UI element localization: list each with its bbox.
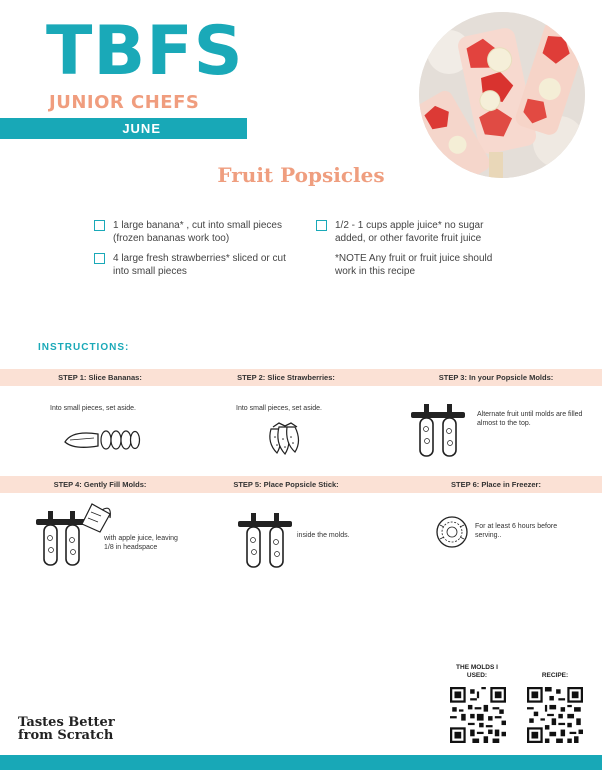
step-1-text: Into small pieces, set aside. <box>50 405 136 412</box>
popsicle-mold-icon <box>236 510 294 570</box>
footer-logo-line2: from Scratch <box>18 728 114 743</box>
instructions-heading: INSTRUCTIONS: <box>38 342 130 353</box>
qr-recipe-label: RECIPE: <box>541 672 569 679</box>
measuring-cup-icon <box>78 500 114 534</box>
ingredient-note: *NOTE Any fruit or fruit juice should work in this recipe <box>335 253 493 277</box>
steps-band-row2 <box>0 476 602 493</box>
step-3-text: Alternate fruit until molds are filled almost to the top. <box>477 411 583 427</box>
brand-subtitle: JUNIOR CHEFS <box>49 92 200 113</box>
ingredient-strawberries: 4 large fresh strawberries* sliced or cut into small pieces <box>113 253 286 277</box>
strawberry-popsicle-photo <box>419 12 585 178</box>
ingredient-checkbox-banana[interactable] <box>94 220 105 231</box>
step-1-title: STEP 1: Slice Bananas: <box>58 373 142 382</box>
step-5-title: STEP 5: Place Popsicle Stick: <box>233 480 339 489</box>
step-4-title: STEP 4: Gently Fill Molds: <box>53 480 147 489</box>
ingredient-checkbox-apple-juice[interactable] <box>316 220 327 231</box>
qr-molds-label: THE MOLDS I USED: <box>456 664 498 679</box>
qr-code-icon[interactable] <box>527 687 583 743</box>
recipe-title: Fruit Popsicles <box>217 163 385 187</box>
brand-title: TBFS <box>46 12 244 91</box>
ingredient-banana: 1 large banana* , cut into small pieces (frozen bananas work too) <box>113 220 282 244</box>
step-6-title: STEP 6: Place in Freezer: <box>451 480 541 489</box>
month-banner: JUNE <box>0 118 247 139</box>
footer-logo <box>18 716 115 742</box>
ingredient-apple-juice: 1/2 - 1 cups apple juice* no sugar added, or other favorite fruit juice <box>335 220 484 244</box>
step-2-text: Into small pieces, set aside. <box>236 405 322 412</box>
strawberries-icon <box>265 421 305 457</box>
steps-band-row1 <box>0 369 602 386</box>
step-3-title: STEP 3: In your Popsicle Molds: <box>438 373 554 382</box>
qr-code-icon[interactable] <box>450 687 506 743</box>
footer-logo-line1: Tastes Better <box>18 715 115 730</box>
popsicle-mold-icon <box>409 401 467 459</box>
ingredient-checkbox-strawberries[interactable] <box>94 253 105 264</box>
footer-bar <box>0 755 602 770</box>
step-5-text: inside the molds. <box>297 532 350 539</box>
banana-slices-icon <box>62 426 142 452</box>
step-2-title: STEP 2: Slice Strawberries: <box>237 373 335 382</box>
freezer-stamp-icon <box>435 515 469 549</box>
step-4-text: with apple juice, leaving 1/8 in headspace <box>104 535 178 551</box>
step-6-text: For at least 6 hours before serving.. <box>475 523 558 539</box>
